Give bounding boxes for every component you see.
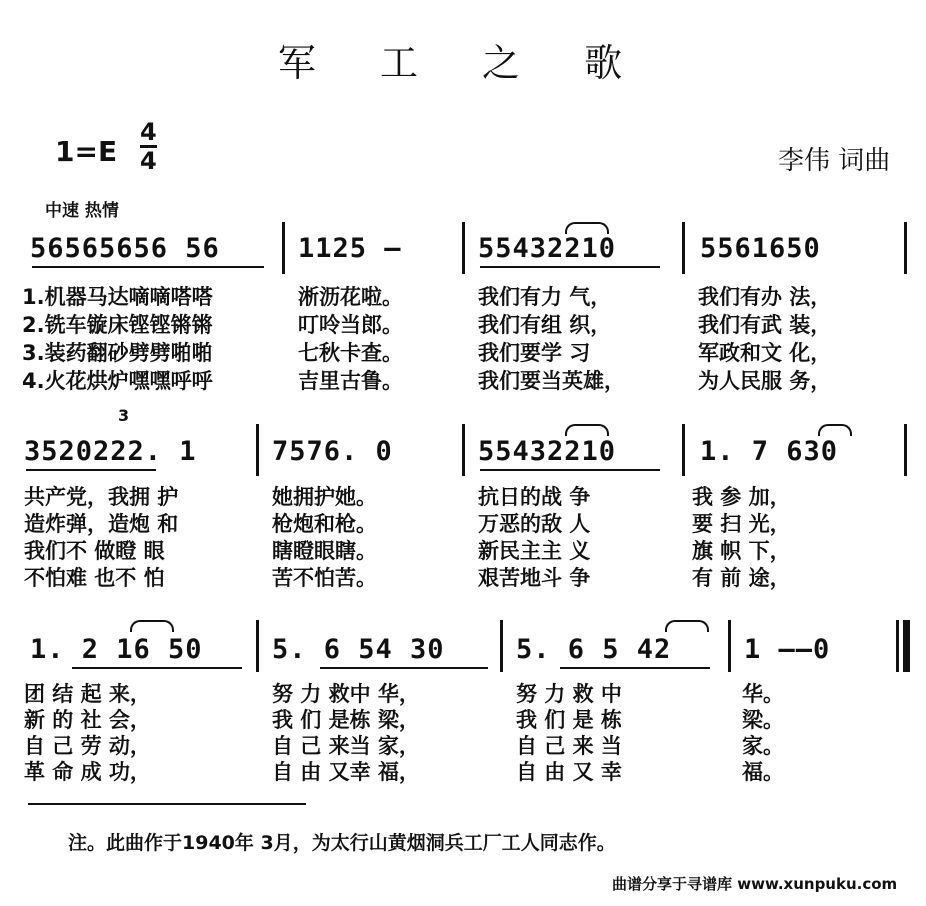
lyric-line: 我们要学 习	[478, 341, 591, 365]
measure-1-1: 56565656 56	[30, 233, 220, 264]
lyric-line: 团 结 起 来，	[24, 682, 151, 706]
barline	[256, 620, 259, 672]
lyrics-1-col3	[478, 283, 625, 395]
lyric-line: 共产党，我拥 护	[24, 485, 179, 509]
key-signature: 1=E	[55, 135, 118, 168]
lyric-line: 为人民服 务，	[698, 369, 832, 393]
lyric-line: 梁。	[742, 708, 784, 732]
footnote: 注。此曲作于1940年 3月，为太行山黄烟洞兵工厂工人同志作。	[68, 832, 616, 854]
lyrics-3-col4	[742, 681, 784, 785]
lyric-line: 3.装药翻砂劈劈啪啪	[22, 341, 213, 365]
barline	[904, 222, 907, 274]
lyric-line: 我 参 加，	[692, 485, 791, 509]
lyrics-2-col4	[692, 484, 791, 592]
barline	[462, 424, 465, 476]
lyric-line: 我们不 做瞪 眼	[24, 539, 165, 563]
lyrics-1-col2	[298, 283, 403, 395]
lyric-line: 2.铣车镟床铿铿锵锵	[22, 313, 213, 337]
barline	[682, 424, 685, 476]
underline-beam	[560, 667, 710, 669]
lyric-line: 瞎瞪眼瞎。	[272, 539, 377, 563]
lyric-line: 抗日的战 争	[478, 485, 591, 509]
footnote-divider	[28, 803, 306, 805]
lyric-line: 我们有办 法，	[698, 285, 832, 309]
lyric-line: 我 们 是 栋	[516, 708, 622, 732]
measure-1-3: 55432210	[478, 233, 617, 264]
lyric-line: 万恶的敌 人	[478, 512, 591, 536]
measure-3-1: 1. 2 16 50	[30, 634, 203, 665]
lyric-line: 新民主主 义	[478, 539, 591, 563]
underline-beam	[480, 469, 660, 471]
lyric-line: 她拥护她。	[272, 485, 377, 509]
lyric-line: 我们要当英雄，	[478, 369, 625, 393]
lyric-line: 革 命 成 功，	[24, 760, 151, 784]
underline-beam	[32, 266, 264, 268]
song-title: 军 工 之 歌	[277, 41, 649, 85]
lyric-line: 枪炮和枪。	[272, 512, 377, 536]
lyric-line: 军政和文 化，	[698, 341, 832, 365]
barline	[256, 424, 259, 476]
barline	[462, 222, 465, 274]
lyrics-2-col1	[24, 484, 178, 592]
barline	[728, 620, 731, 672]
lyric-line: 努 力 救 中	[516, 682, 622, 706]
lyric-line: 我们有组 织，	[478, 313, 612, 337]
lyric-line: 华。	[742, 682, 784, 706]
barline	[500, 620, 503, 672]
measure-3-4: 1 ——0	[744, 634, 831, 665]
lyrics-2-col2	[272, 484, 377, 592]
lyric-line: 旗 帜 下，	[692, 539, 791, 563]
underline-beam	[320, 667, 488, 669]
lyric-line: 吉里古鲁。	[298, 369, 403, 393]
lyric-line: 我 们 是栋 梁，	[272, 708, 420, 732]
lyric-line: 我们有力 气，	[478, 285, 612, 309]
composer-credit: 李伟 词曲	[778, 146, 891, 176]
time-signature-top: 4	[140, 118, 157, 146]
time-signature	[140, 120, 157, 173]
lyric-line: 有 前 途，	[692, 566, 791, 590]
lyrics-1-col1	[22, 283, 213, 395]
measure-2-2: 7576. 0	[272, 436, 393, 467]
lyric-line: 要 扫 光，	[692, 512, 791, 536]
lyric-line: 苦不怕苦。	[272, 566, 377, 590]
lyrics-3-col2	[272, 681, 420, 785]
lyric-line: 不怕难 也不 怕	[24, 566, 165, 590]
lyrics-2-col3	[478, 484, 590, 592]
measure-3-3: 5. 6 5 42	[516, 634, 672, 665]
lyric-line: 淅沥花啦。	[298, 285, 403, 309]
lyric-line: 自 己 来 当	[516, 734, 622, 758]
measure-2-1: 3520222. 1	[24, 436, 197, 467]
tie-slur	[665, 620, 709, 632]
lyric-line: 造炸弹，造炮 和	[24, 512, 179, 536]
lyrics-3-col3	[516, 681, 622, 785]
underline-beam	[26, 469, 156, 471]
lyric-line: 福。	[742, 760, 784, 784]
underline-beam	[72, 667, 242, 669]
measure-2-3: 55432210	[478, 436, 617, 467]
barline	[282, 222, 285, 274]
lyrics-3-col1	[24, 681, 151, 785]
lyric-line: 艰苦地斗 争	[478, 566, 591, 590]
measure-3-2: 5. 6 54 30	[272, 634, 445, 665]
tie-slur	[818, 424, 852, 436]
lyric-line: 我们有武 装，	[698, 313, 832, 337]
lyric-line: 自 己 劳 动，	[24, 734, 151, 758]
measure-1-4: 5561650	[700, 233, 821, 264]
triplet-mark: 3	[118, 406, 130, 425]
lyric-line: 自 由 又幸 福，	[272, 760, 420, 784]
lyric-line: 新 的 社 会，	[24, 708, 151, 732]
lyric-line: 1.机器马达嘀嘀嗒嗒	[22, 285, 213, 309]
lyric-line: 家。	[742, 734, 784, 758]
lyric-line: 七秋卡查。	[298, 341, 403, 365]
measure-1-2: 1125 —	[298, 233, 402, 264]
final-barline-thick	[903, 620, 910, 672]
barline	[904, 424, 907, 476]
final-barline-thin	[896, 620, 899, 672]
tie-slur	[565, 222, 609, 234]
lyrics-1-col4	[698, 283, 831, 395]
barline	[682, 222, 685, 274]
tempo-marking: 中速 热情	[45, 201, 119, 221]
measure-2-4: 1. 7 630	[700, 436, 839, 467]
lyric-line: 自 由 又 幸	[516, 760, 622, 784]
lyric-line: 叮呤当郎。	[298, 313, 403, 337]
time-signature-bottom: 4	[140, 147, 157, 175]
lyric-line: 自 己 来当 家，	[272, 734, 420, 758]
underline-beam	[480, 266, 660, 268]
tie-slur	[565, 424, 609, 436]
tie-slur	[130, 620, 174, 632]
lyric-line: 4.火花烘炉嘿嘿呼呼	[22, 369, 213, 393]
lyric-line: 努 力 救中 华，	[272, 682, 420, 706]
source-credit: 曲谱分享于寻谱库 www.xunpuku.com	[612, 875, 898, 893]
